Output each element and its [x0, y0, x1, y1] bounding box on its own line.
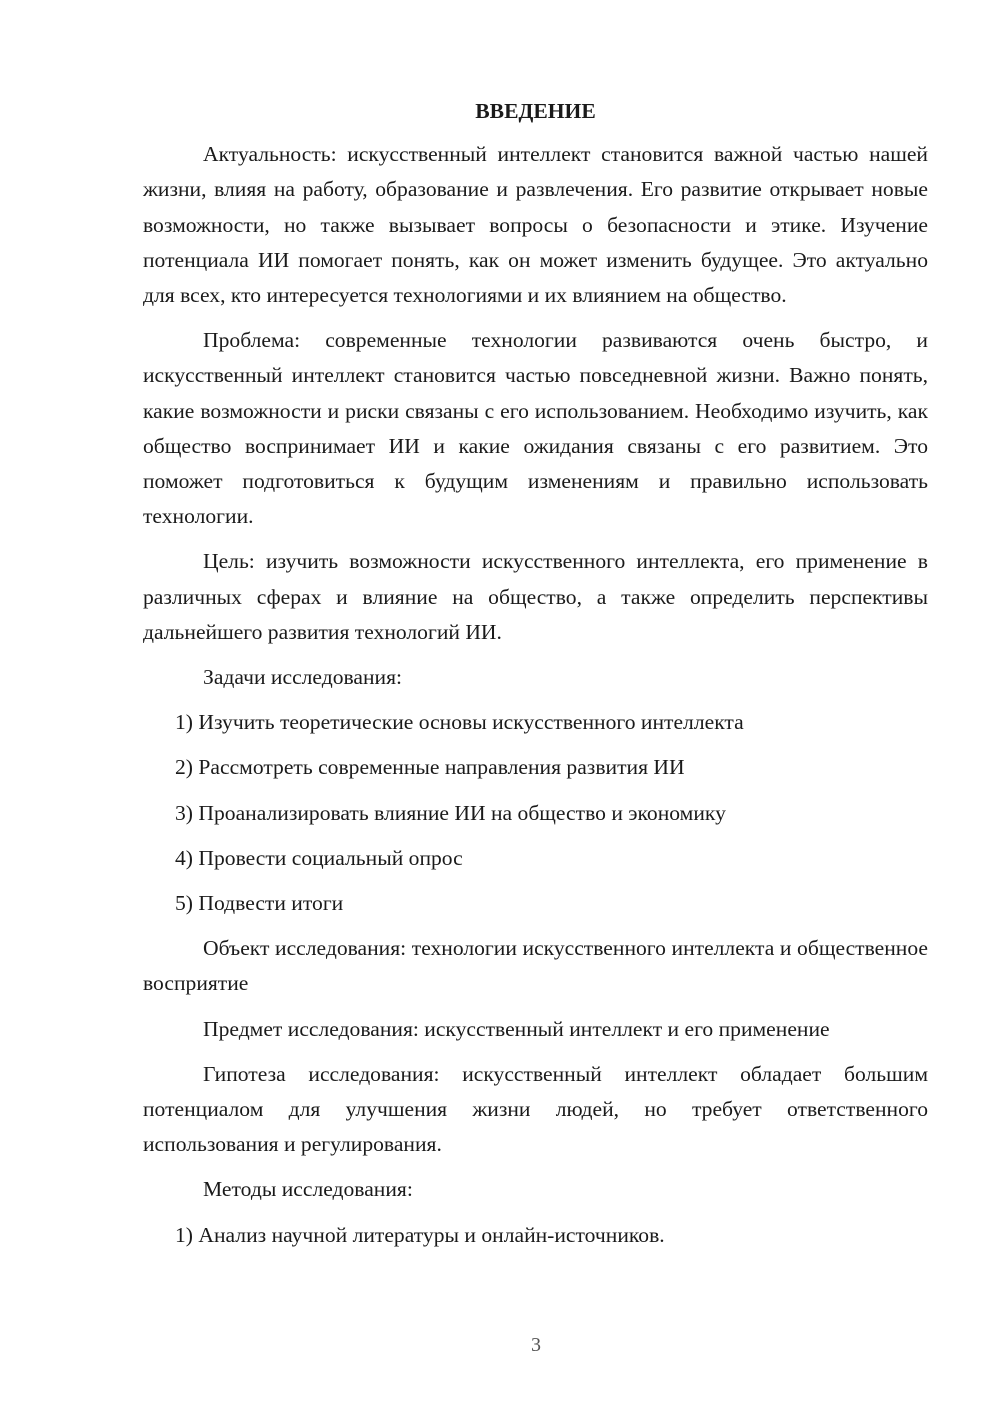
page-title: ВВЕДЕНИЕ [475, 99, 596, 123]
object-paragraph: Объект исследования: технологии искусственного интеллекта и общественное восприятие [143, 936, 928, 996]
goal-paragraph: Цель: изучить возможности искусственного интеллекта, его применение в различных сферах и влияние на общество, а также определить перспективы дальнейшего развития технологий ИИ. [143, 549, 928, 644]
methods-heading: Методы исследования: [203, 1177, 413, 1202]
list-item: 2) Рассмотреть современные направления развития ИИ [175, 755, 685, 780]
problem-paragraph: Проблема: современные технологии развиваются очень быстро, и искусственный интеллект становится частью повседневной жизни. Важно понять, какие возможности и риски связаны с его использованием. Необходимо изучить, как общество воспринимает ИИ и какие ожидания связаны с его развитием. Это поможет подготовиться к будущим изменениям и правильно использовать технологии. [143, 328, 928, 529]
list-item: 3) Проанализировать влияние ИИ на общество и экономику [175, 800, 726, 825]
page-number: 3 [531, 1334, 541, 1356]
document-page [143, 94, 928, 1263]
list-item: 1) Анализ научной литературы и онлайн-источников. [175, 1222, 665, 1247]
subject-paragraph: Предмет исследования: искусственный интеллект и его применение [203, 1016, 830, 1041]
hypothesis-paragraph: Гипотеза исследования: искусственный интеллект обладает большим потенциалом для улучшения жизни людей, но требует ответственного использования и регулирования. [143, 1061, 928, 1157]
list-item: 1) Изучить теоретические основы искусственного интеллекта [175, 710, 744, 735]
relevance-paragraph: Актуальность: искусственный интеллект становится важной частью нашей жизни, влияя на работу, образование и развлечения. Его развитие открывает новые возможности, но также вызывает вопросы о безопасности и этике. Изучение потенциала ИИ помогает понять, как он может изменить будущее. Это актуально для всех, кто интересуется технологиями и их влиянием на общество. [143, 142, 928, 308]
tasks-heading: Задачи исследования: [203, 665, 403, 690]
methods-list [143, 1218, 928, 1253]
list-item: 5) Подвести итоги [175, 891, 344, 916]
tasks-list [143, 705, 928, 921]
list-item: 4) Провести социальный опрос [175, 845, 463, 870]
